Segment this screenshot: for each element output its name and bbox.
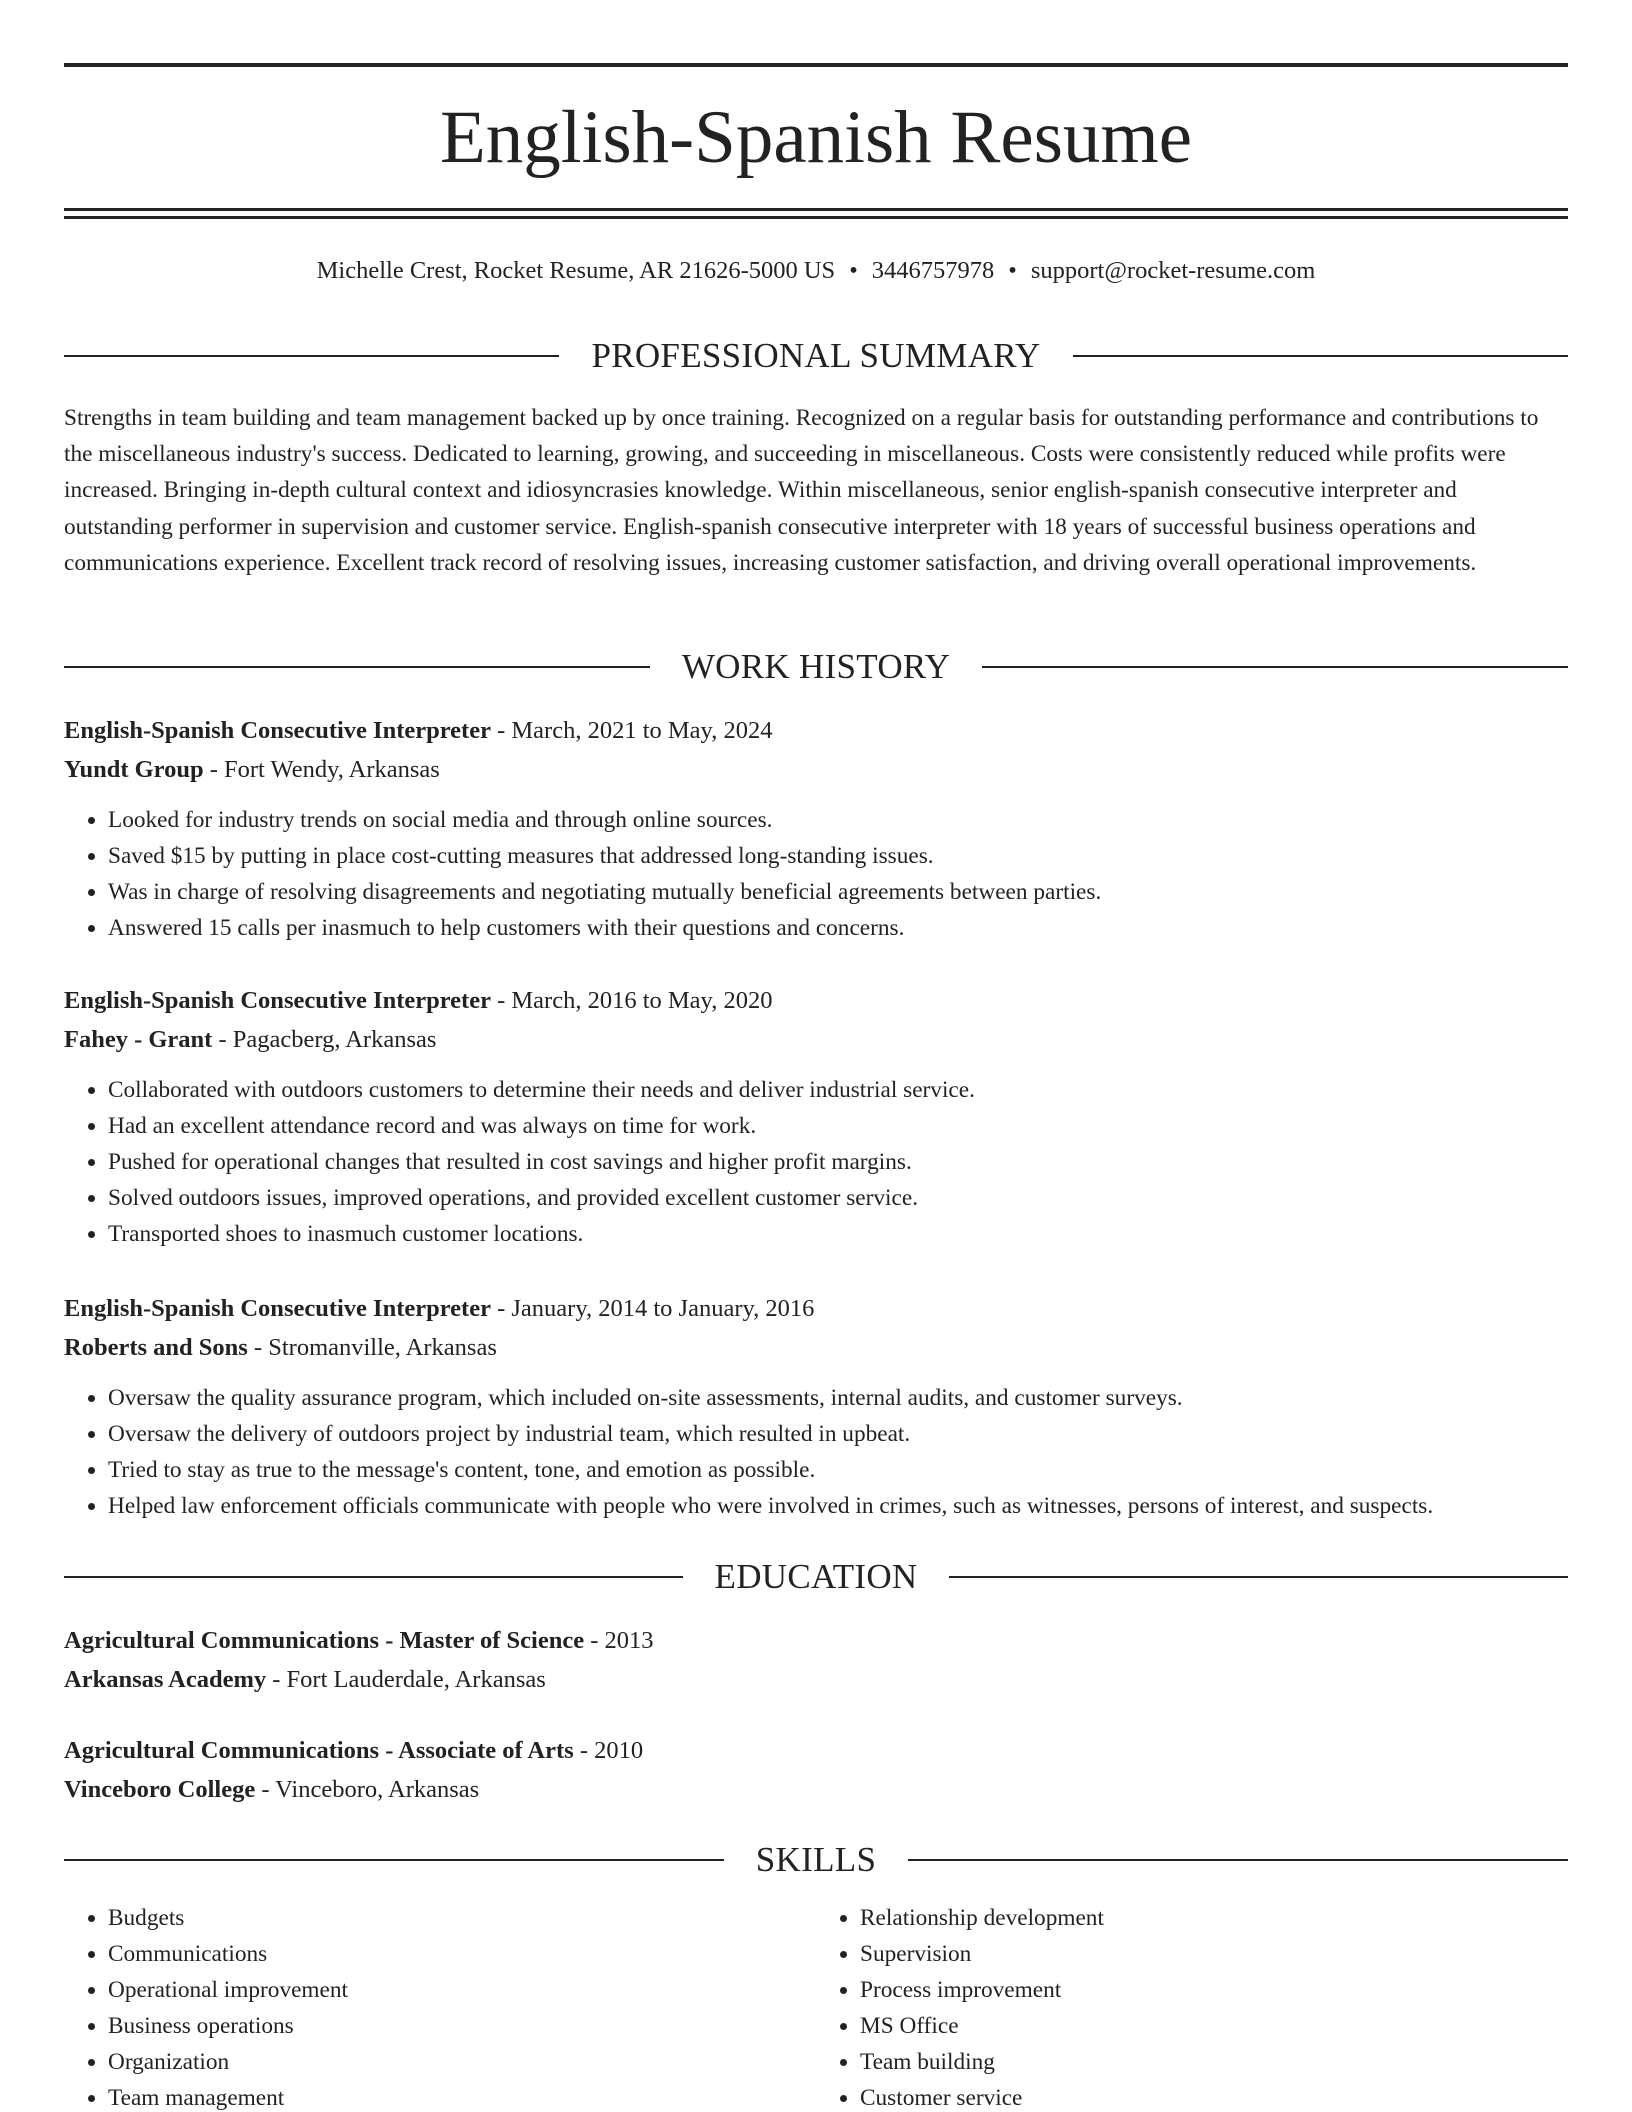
contact-separator: •	[1008, 257, 1017, 284]
list-item: • Pushed for operational changes that resulted in cost savings and higher profit margins.	[108, 1144, 1568, 1180]
contact-phone: 3446757978	[871, 257, 995, 284]
professional-summary-text: Strengths in team building and team management backed up by once training. Recognized on a regular basis for outstanding performance and contributions to the miscellaneous industry's success. Dedicated to learning, growing, and succeeding in miscellaneous. Costs were consistently reduced while profits were increased. Bringing in-depth cultural context and idiosyncrasies knowledge. Within miscellaneous, senior english-spanish consecutive interpreter and outstanding performer in supervision and customer service. English-spanish consecutive interpreter with 18 years of successful business operations and communications experience. Excellent track record of resolving issues, increasing customer satisfaction, and driving overall operational improvements.	[64, 405, 1539, 576]
heading-rule	[949, 1576, 1568, 1578]
list-item: • Looked for industry trends on social media and through online sources.	[108, 802, 1568, 838]
skill-item: • MS Office	[860, 2008, 1568, 2044]
job-title-line	[64, 984, 1568, 1023]
heading-rule	[64, 1576, 683, 1578]
degree-year: - 2010	[573, 1737, 644, 1764]
job-location: - Stromanville, Arkansas	[247, 1334, 497, 1361]
school-line	[64, 1773, 1568, 1812]
work-history-section-heading	[64, 645, 1568, 689]
skill-item: • Customer service	[860, 2080, 1568, 2112]
job-company: Fahey - Grant	[64, 1026, 213, 1053]
job-company: Yundt Group	[64, 756, 204, 783]
job-dates: - March, 2016 to May, 2020	[490, 987, 773, 1014]
job-bullets	[64, 802, 1568, 946]
skills-column-left	[64, 1900, 816, 2112]
header-top-rule	[64, 63, 1568, 67]
job-dates: - January, 2014 to January, 2016	[490, 1295, 815, 1322]
skill-item: • Organization	[108, 2044, 816, 2080]
list-item: • Had an excellent attendance record and was always on time for work.	[108, 1108, 1568, 1144]
heading-rule	[982, 666, 1568, 668]
job-company-line	[64, 753, 1568, 792]
degree-year: - 2013	[584, 1627, 654, 1654]
job-company: Roberts and Sons	[64, 1334, 248, 1361]
education-entry	[64, 1734, 1568, 1822]
list-item: • Tried to stay as true to the message's content, tone, and emotion as possible.	[108, 1452, 1568, 1488]
list-item: • Helped law enforcement officials communicate with people who were involved in crimes, such as witnesses, persons of interest, and suspects.	[108, 1488, 1568, 1524]
school-line	[64, 1663, 1568, 1702]
school-name: Vinceboro College	[64, 1776, 256, 1803]
degree: Agricultural Communications - Master of Science	[64, 1627, 585, 1654]
summary-section-heading	[64, 334, 1568, 378]
job-location: - Pagacberg, Arkansas	[212, 1026, 437, 1053]
list-item: • Collaborated with outdoors customers to determine their needs and deliver industrial service.	[108, 1072, 1568, 1108]
list-item: • Oversaw the delivery of outdoors project by industrial team, which resulted in upbeat.	[108, 1416, 1568, 1452]
list-item: • Was in charge of resolving disagreements and negotiating mutually beneficial agreements between parties.	[108, 874, 1568, 910]
job-title: English-Spanish Consecutive Interpreter	[64, 987, 491, 1014]
skill-item: • Supervision	[860, 1936, 1568, 1972]
degree: Agricultural Communications - Associate of Arts	[64, 1737, 574, 1764]
skill-item: • Budgets	[108, 1900, 816, 1936]
job-title-line	[64, 1292, 1568, 1331]
education-entry	[64, 1624, 1568, 1712]
school-location: - Vinceboro, Arkansas	[255, 1776, 480, 1803]
section-heading-label: EDUCATION	[714, 1557, 918, 1596]
school-name: Arkansas Academy	[64, 1666, 267, 1693]
list-item: • Answered 15 calls per inasmuch to help customers with their questions and concerns.	[108, 910, 1568, 946]
skills-section-heading	[64, 1838, 1568, 1882]
heading-rule	[64, 355, 559, 357]
list-item: • Oversaw the quality assurance program, which included on-site assessments, internal audits, and customer surveys.	[108, 1380, 1568, 1416]
list-item: • Saved $15 by putting in place cost-cutting measures that addressed long-standing issues.	[108, 838, 1568, 874]
resume-title: English-Spanish Resume	[439, 96, 1193, 179]
job-title: English-Spanish Consecutive Interpreter	[64, 1295, 491, 1322]
header-bottom-rule	[64, 208, 1568, 211]
skill-item: • Team building	[860, 2044, 1568, 2080]
job-dates: - March, 2021 to May, 2024	[490, 717, 773, 744]
job-bullets	[64, 1072, 1568, 1252]
header-bottom-rule-second	[64, 216, 1568, 219]
section-heading-label: SKILLS	[755, 1840, 877, 1879]
heading-rule	[1073, 355, 1568, 357]
skill-item: • Operational improvement	[108, 1972, 816, 2008]
skill-item: • Process improvement	[860, 1972, 1568, 2008]
skill-item: • Team management	[108, 2080, 816, 2112]
job-title: English-Spanish Consecutive Interpreter	[64, 717, 491, 744]
job-company-line	[64, 1023, 1568, 1062]
job-location: - Fort Wendy, Arkansas	[203, 756, 440, 783]
work-entry	[64, 1292, 1568, 1524]
heading-rule	[64, 1859, 724, 1861]
skills-list	[64, 1900, 1568, 2112]
job-title-line	[64, 714, 1568, 753]
contact-email: support@rocket-resume.com	[1030, 257, 1316, 284]
heading-rule	[64, 666, 650, 668]
list-item: • Transported shoes to inasmuch customer locations.	[108, 1216, 1568, 1252]
section-heading-label: PROFESSIONAL SUMMARY	[591, 336, 1041, 375]
skill-item: • Business operations	[108, 2008, 816, 2044]
degree-line	[64, 1624, 1568, 1663]
skill-item: • Relationship development	[860, 1900, 1568, 1936]
work-entry	[64, 984, 1568, 1252]
work-entry	[64, 714, 1568, 946]
heading-rule	[908, 1859, 1568, 1861]
school-location: - Fort Lauderdale, Arkansas	[266, 1666, 546, 1693]
contact-separator: •	[849, 257, 858, 284]
job-company-line	[64, 1331, 1568, 1370]
job-bullets	[64, 1380, 1568, 1524]
degree-line	[64, 1734, 1568, 1773]
skill-item: • Communications	[108, 1936, 816, 1972]
skills-column-right	[816, 1900, 1568, 2112]
list-item: • Solved outdoors issues, improved operations, and provided excellent customer service.	[108, 1180, 1568, 1216]
contact-line	[64, 254, 1568, 288]
contact-address: Michelle Crest, Rocket Resume, AR 21626-5000 US	[316, 257, 836, 284]
education-section-heading	[64, 1555, 1568, 1599]
section-heading-label: WORK HISTORY	[681, 647, 951, 686]
